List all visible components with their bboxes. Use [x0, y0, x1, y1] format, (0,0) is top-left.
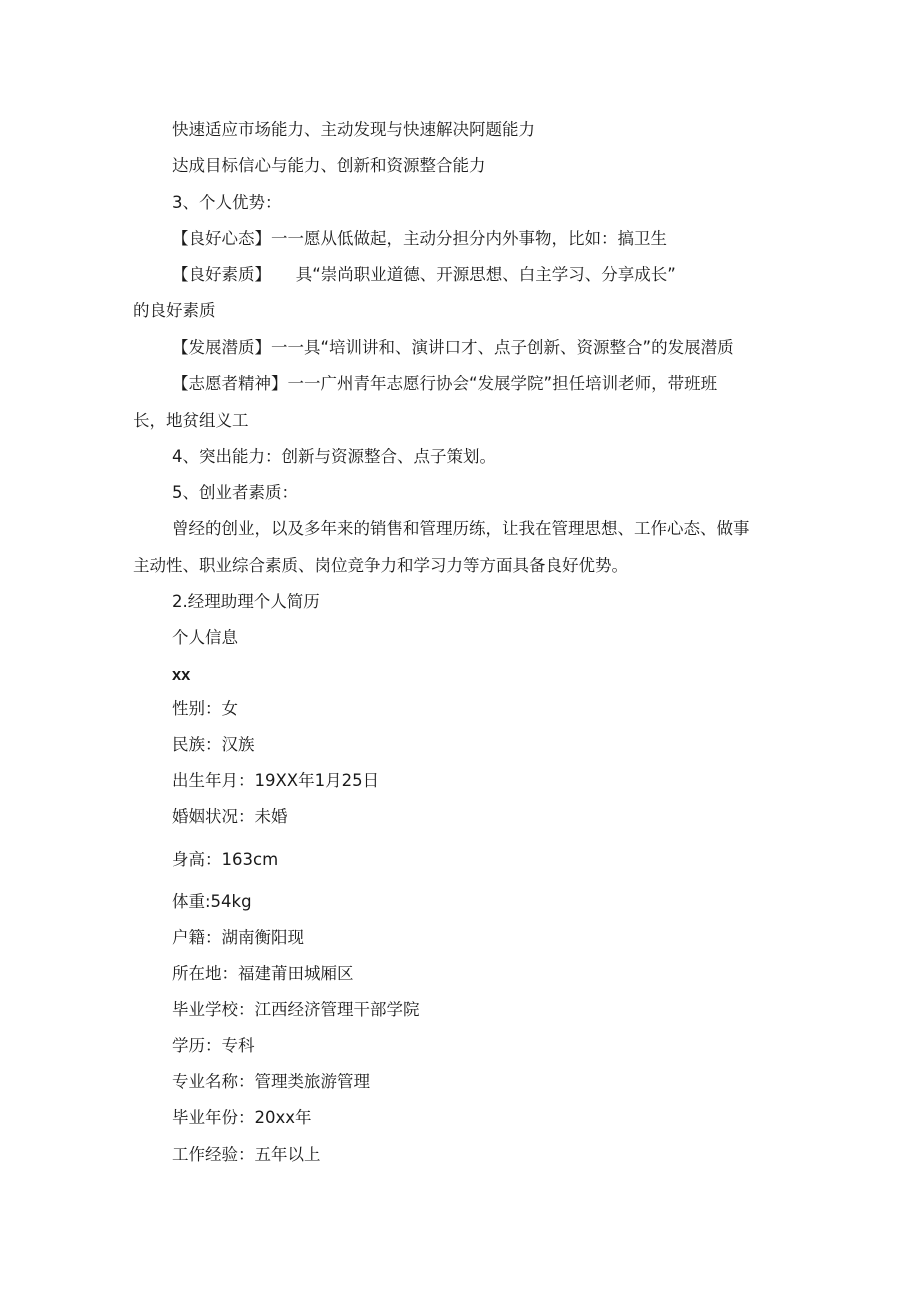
text-line: 曾经的创业，以及多年来的销售和管理历练，让我在管理思想、工作心态、做事 [172, 519, 750, 538]
info-weight: 体重:54kg [172, 892, 252, 911]
subheading: 个人信息 [172, 628, 238, 647]
section-heading: 3、个人优势： [172, 193, 282, 212]
info-major: 专业名称：管理类旅游管理 [172, 1072, 370, 1091]
info-education: 学历：专科 [172, 1036, 255, 1055]
info-ethnicity: 民族：汉族 [172, 735, 255, 754]
text-line: 【良好素质】 具“崇尚职业道德、开源思想、白主学习、分享成长” [172, 265, 676, 284]
info-location: 所在地：福建莆田城厢区 [172, 964, 354, 983]
info-height: 身高：163cm [172, 850, 279, 869]
section-heading: 5、创业者素质： [172, 483, 298, 502]
info-marital-status: 婚姻状况：未婚 [172, 807, 288, 826]
info-household: 户籍：湖南衡阳现 [172, 928, 304, 947]
text-line: 【良好心态】一一愿从低做起，主动分担分内外事物，比如：搞卫生 [172, 229, 667, 248]
text-line: 达成目标信心与能力、创新和资源整合能力 [172, 156, 486, 175]
text-line: 快速适应市场能力、主动发现与快速解决阿题能力 [172, 120, 535, 139]
text-line: 长，地贫组义工 [133, 411, 249, 430]
info-birthdate: 出生年月：19XX年1月25日 [172, 771, 380, 790]
section-heading: 4、突出能力：创新与资源整合、点子策划。 [172, 447, 496, 466]
info-gender: 性别：女 [172, 699, 238, 718]
info-graduation-year: 毕业年份：20xx年 [172, 1108, 312, 1127]
text-line: 【志愿者精神】一一广州青年志愿行协会“发展学院”担任培训老师，带班班 [172, 374, 718, 393]
text-line: 的良好素质 [133, 301, 216, 320]
text-line: 【发展潜质】一一具“培训讲和、演讲口才、点子创新、资源整合”的发展潜质 [172, 338, 734, 357]
info-work-experience: 工作经验：五年以上 [172, 1145, 321, 1164]
info-school: 毕业学校：江西经济管理干部学院 [172, 1000, 420, 1019]
name-field: xx [172, 666, 191, 684]
section-heading: 2.经理助理个人简历 [172, 592, 320, 611]
text-line: 主动性、职业综合素质、岗位竞争力和学习力等方面具备良好优势。 [133, 556, 628, 575]
